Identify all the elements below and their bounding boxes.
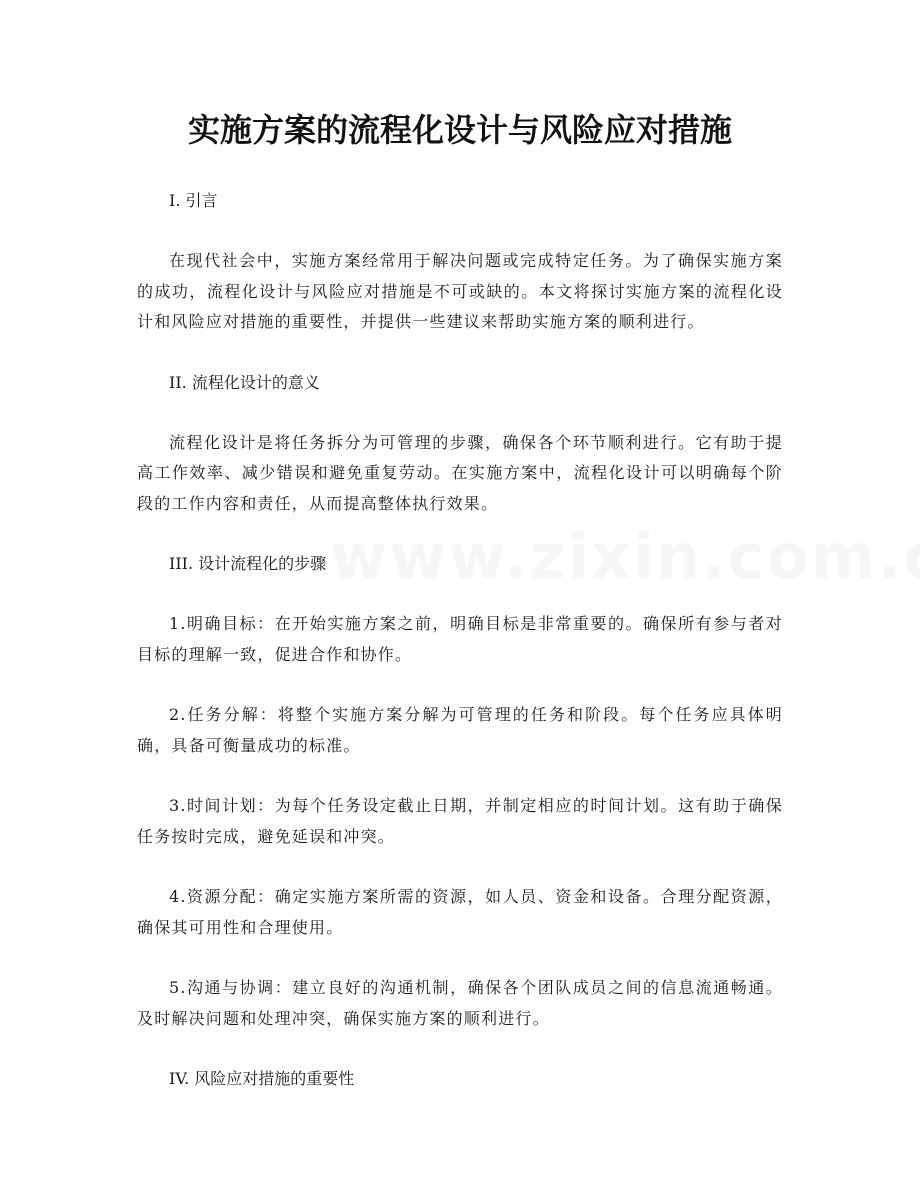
paragraph-process-meaning: 流程化设计是将任务拆分为可管理的步骤，确保各个环节顺利进行。它有助于提高工作效率、减少错误和避免重复劳动。在实施方案中，流程化设计可以明确每个阶段的工作内容和责任，从而提高整体执行效果。 bbox=[137, 432, 783, 513]
section-heading-risk-importance: IV. 风险应对措施的重要性 bbox=[169, 1069, 355, 1088]
section-heading-process-meaning: II. 流程化设计的意义 bbox=[169, 372, 320, 392]
document-body bbox=[137, 186, 783, 1124]
section-heading-intro: I. 引言 bbox=[169, 191, 218, 210]
paragraph-intro: 在现代社会中，实施方案经常用于解决问题或完成特定任务。为了确保实施方案的成功，流程化设计与风险应对措施是不可或缺的。本文将探讨实施方案的流程化设计和风险应对措施的重要性，并提供一些建议来帮助实施方案的顺利进行。 bbox=[137, 251, 783, 331]
paragraph-step-time-plan: 3.时间计划：为每个任务设定截止日期，并制定相应的时间计划。这有助于确保任务按时完成，避免延误和冲突。 bbox=[137, 796, 783, 846]
section-heading-process-steps: III. 设计流程化的步骤 bbox=[169, 554, 327, 573]
paragraph-step-task-breakdown: 2.任务分解：将整个实施方案分解为可管理的任务和阶段。每个任务应具体明确，具备可衡量成功的标准。 bbox=[137, 705, 783, 755]
document-title: 实施方案的流程化设计与风险应对措施 bbox=[187, 111, 732, 149]
paragraph-step-communication: 5.沟通与协调：建立良好的沟通机制，确保各个团队成员之间的信息流通畅通。及时解决问题和处理冲突，确保实施方案的顺利进行。 bbox=[137, 978, 783, 1028]
paragraph-step-resources: 4.资源分配：确定实施方案所需的资源，如人员、资金和设备。合理分配资源，确保其可用性和合理使用。 bbox=[137, 887, 783, 937]
paragraph-step-goal: 1.明确目标：在开始实施方案之前，明确目标是非常重要的。确保所有参与者对目标的理解一致，促进合作和协作。 bbox=[137, 614, 783, 664]
